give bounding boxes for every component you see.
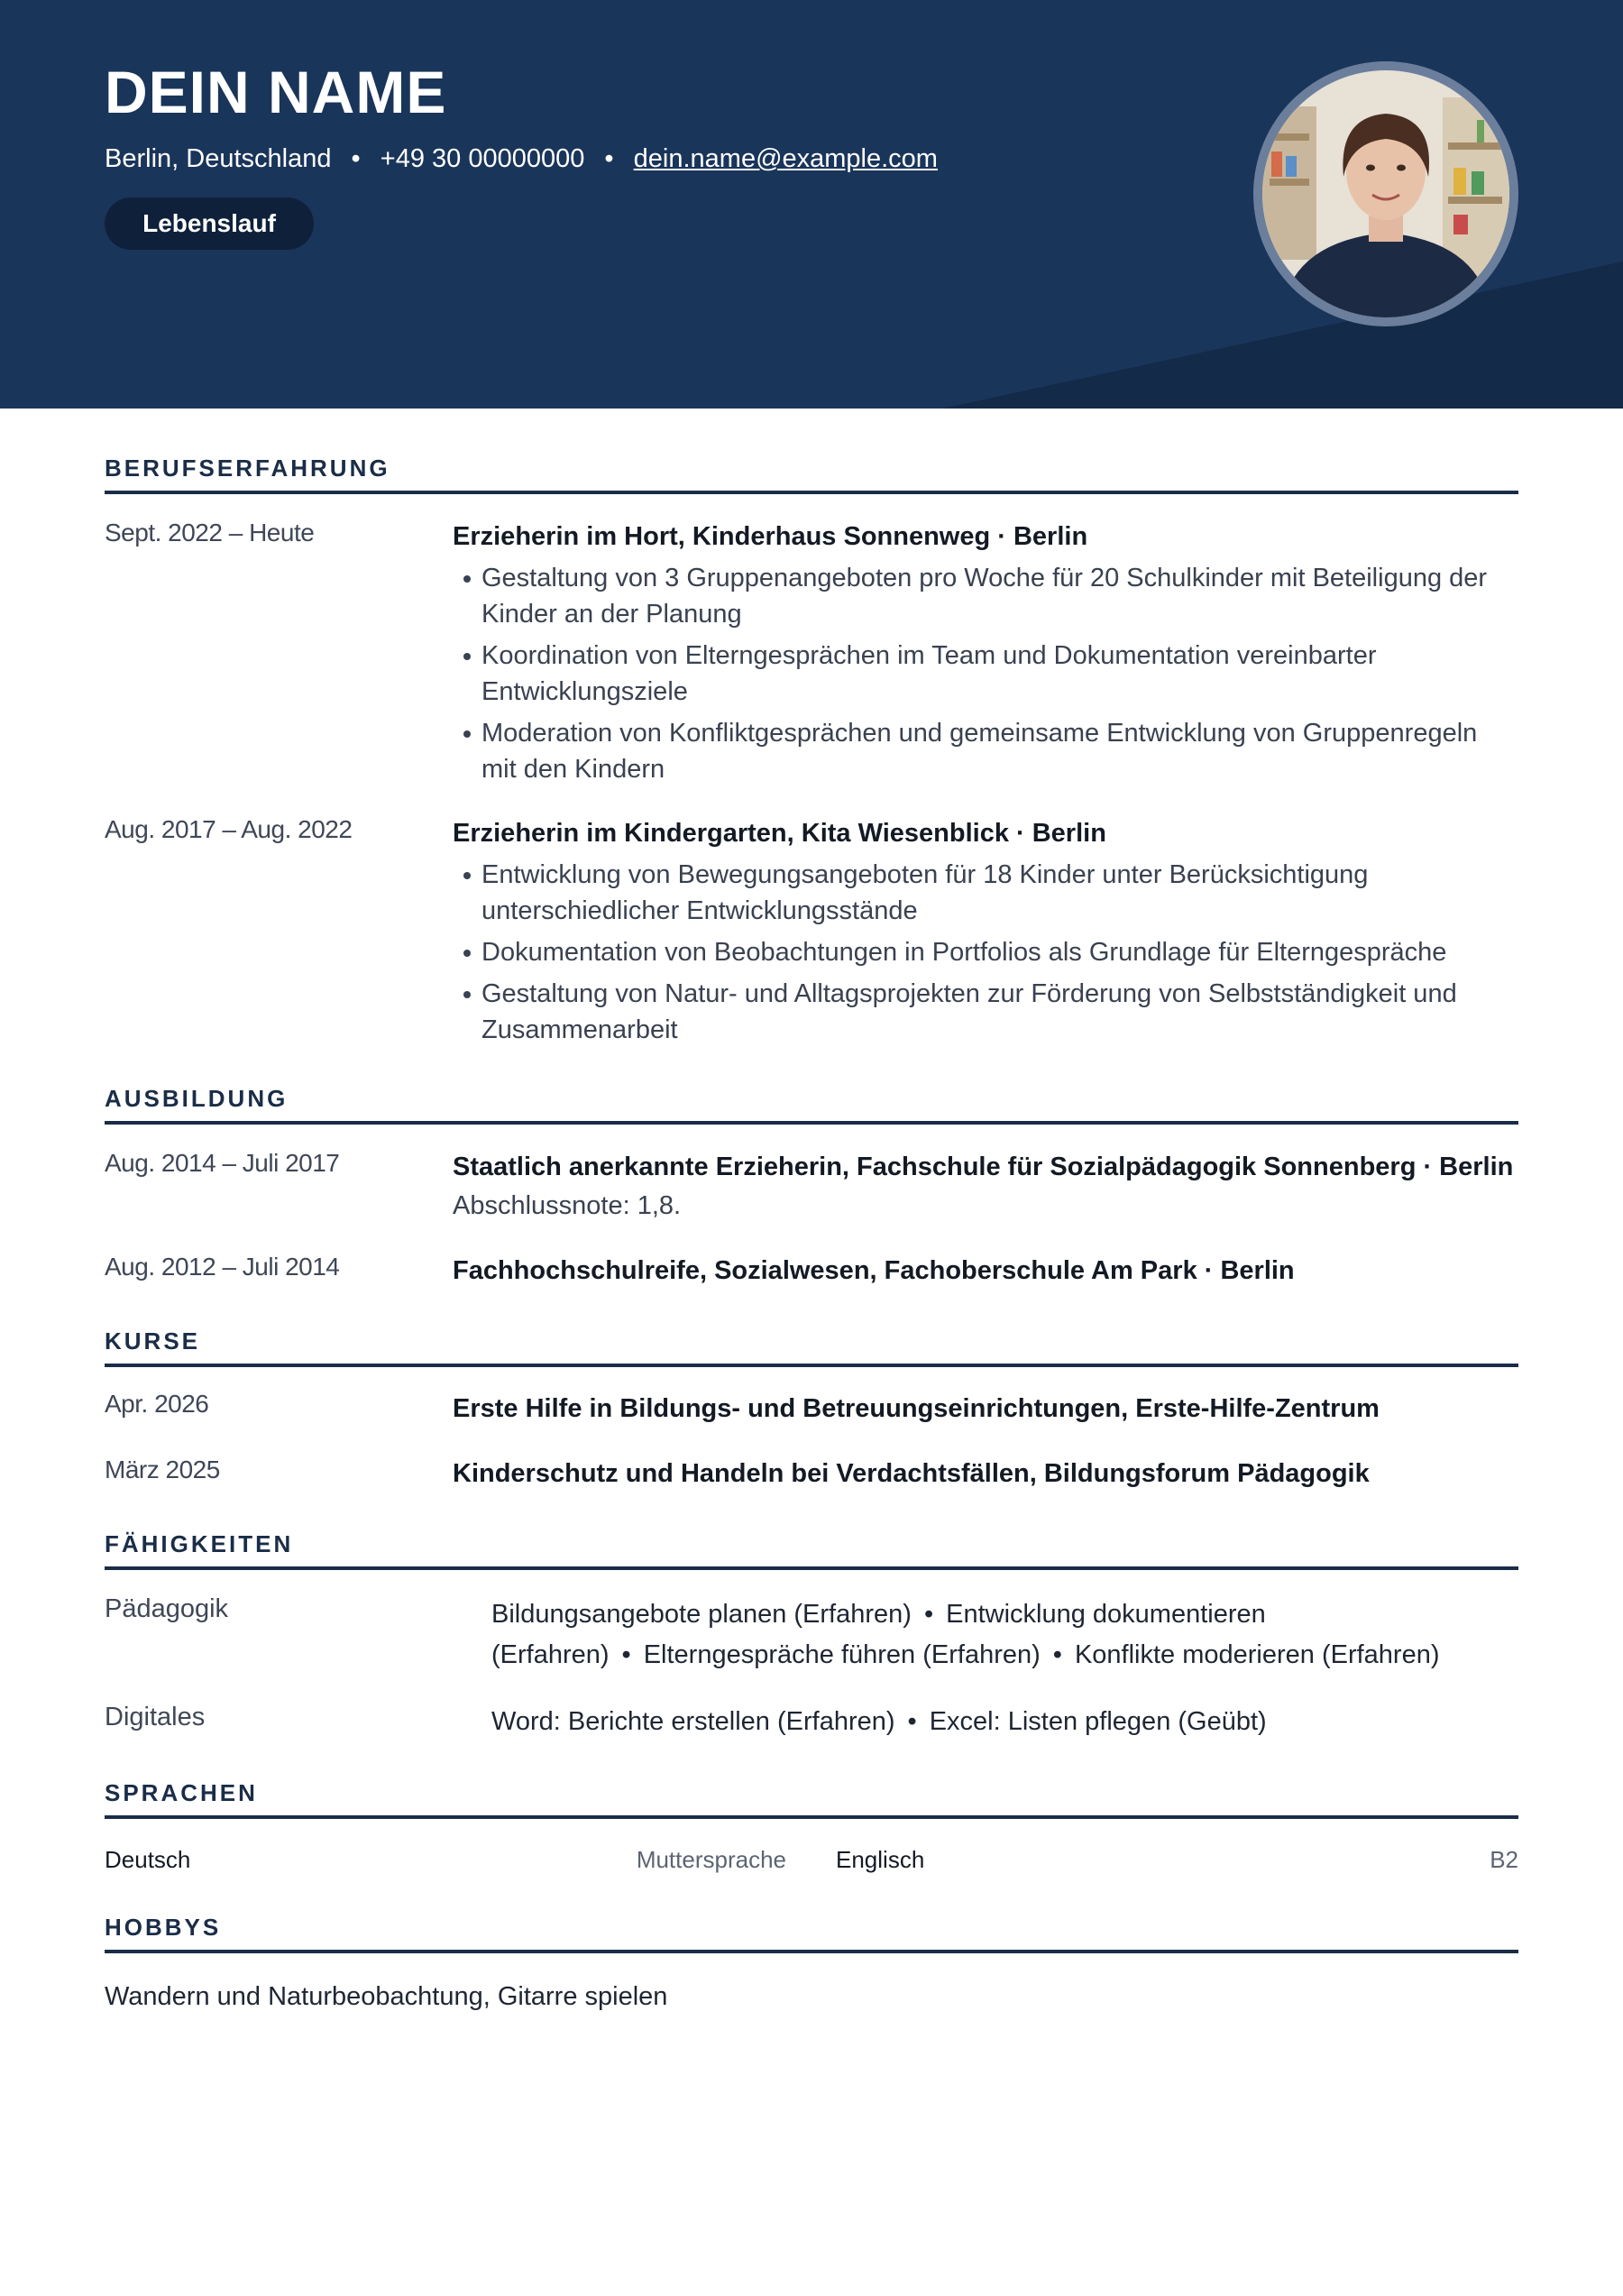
skill-group-label: Pädagogik <box>105 1594 229 1623</box>
hobbies-text: Wandern und Naturbeobachtung, Gitarre spielen <box>105 1982 668 2011</box>
language-name: Deutsch <box>105 1846 191 1873</box>
skill-group-label: Digitales <box>105 1703 206 1731</box>
section-divider <box>105 491 1518 494</box>
language-level: B2 <box>1490 1846 1518 1873</box>
document-type-badge: Lebenslauf <box>105 197 314 250</box>
language-level: Muttersprache <box>636 1846 786 1873</box>
email-link[interactable]: dein.name@example.com <box>633 144 938 173</box>
header-banner <box>0 0 1623 409</box>
skill-separator: • <box>1052 1640 1062 1669</box>
section-divider <box>105 1566 1518 1570</box>
experience-date: Sept. 2022 – Heute <box>105 519 315 546</box>
education-note: Abschlussnote: 1,8. <box>453 1191 682 1220</box>
section-divider <box>105 1815 1518 1819</box>
skill-item: Bildungsangebote planen (Erfahren) <box>491 1600 912 1629</box>
list-item: Moderation von Konfliktgesprächen und gemeinsame Entwicklung von Gruppenregeln mit den Kindern <box>453 715 1518 787</box>
skill-separator: • <box>907 1707 917 1736</box>
section-title-education: AUSBILDUNG <box>105 1085 289 1112</box>
language-name: Englisch <box>836 1846 925 1873</box>
portrait-image <box>1262 70 1509 317</box>
education-title: Fachhochschulreife, Sozialwesen, Fachoberschule Am Park · Berlin <box>453 1256 1295 1285</box>
section-divider <box>105 1121 1518 1125</box>
experience-title: Erzieherin im Hort, Kinderhaus Sonnenweg · Berlin <box>453 522 1088 551</box>
list-item: Gestaltung von 3 Gruppenangeboten pro Woche für 20 Schulkinder mit Beteiligung der Kinder an der Planung <box>453 560 1518 632</box>
course-date: März 2025 <box>105 1456 220 1483</box>
section-title-skills: FÄHIGKEITEN <box>105 1530 294 1557</box>
section-title-experience: BERUFSERFAHRUNG <box>105 455 390 482</box>
experience-bullets <box>453 857 1518 1053</box>
contact-separator: • <box>604 144 614 173</box>
experience-title: Erzieherin im Kindergarten, Kita Wiesenblick · Berlin <box>453 819 1106 848</box>
course-date: Apr. 2026 <box>105 1390 209 1418</box>
candidate-name: DEIN NAME <box>105 59 447 125</box>
course-title: Kinderschutz und Handeln bei Verdachtsfällen, Bildungsforum Pädagogik <box>453 1459 1370 1488</box>
section-title-languages: SPRACHEN <box>105 1779 258 1806</box>
skill-item: Excel: Listen pflegen (Geübt) <box>929 1707 1267 1736</box>
skill-item: Entwicklung dokumentieren (Erfahren) <box>491 1600 1266 1669</box>
profile-photo <box>1253 61 1518 326</box>
skill-item: Elterngespräche führen (Erfahren) <box>643 1640 1041 1669</box>
skill-separator: • <box>923 1600 934 1629</box>
skill-group-items <box>491 1594 1518 1676</box>
section-title-courses: KURSE <box>105 1327 201 1355</box>
experience-date: Aug. 2017 – Aug. 2022 <box>105 815 353 843</box>
experience-bullets <box>453 560 1518 793</box>
phone-text: +49 30 00000000 <box>380 144 585 173</box>
list-item: Dokumentation von Beobachtungen in Portfolios als Grundlage für Elterngespräche <box>453 934 1518 970</box>
skill-group-items <box>491 1702 1518 1742</box>
list-item: Gestaltung von Natur- und Alltagsprojekten zur Förderung von Selbstständigkeit und Zusammenarbeit <box>453 976 1518 1048</box>
course-title: Erste Hilfe in Bildungs- und Betreuungseinrichtungen, Erste-Hilfe-Zentrum <box>453 1394 1380 1423</box>
section-divider <box>105 1364 1518 1367</box>
location-text: Berlin, Deutschland <box>105 144 332 173</box>
section-divider <box>105 1950 1518 1953</box>
contact-separator: • <box>351 144 361 173</box>
education-title: Staatlich anerkannte Erzieherin, Fachschule für Sozialpädagogik Sonnenberg · Berlin <box>453 1153 1514 1181</box>
list-item: Entwicklung von Bewegungsangeboten für 18 Kinder unter Berücksichtigung unterschiedlicher Entwicklungsstände <box>453 857 1518 929</box>
education-date: Aug. 2014 – Juli 2017 <box>105 1149 340 1177</box>
education-date: Aug. 2012 – Juli 2014 <box>105 1253 340 1281</box>
contact-line <box>105 142 938 175</box>
section-title-hobbies: HOBBYS <box>105 1914 222 1941</box>
list-item: Koordination von Elterngesprächen im Team und Dokumentation vereinbarter Entwicklungsziele <box>453 638 1518 710</box>
skill-separator: • <box>621 1640 631 1669</box>
skill-item: Word: Berichte erstellen (Erfahren) <box>491 1707 895 1736</box>
skill-item: Konflikte moderieren (Erfahren) <box>1074 1640 1440 1669</box>
